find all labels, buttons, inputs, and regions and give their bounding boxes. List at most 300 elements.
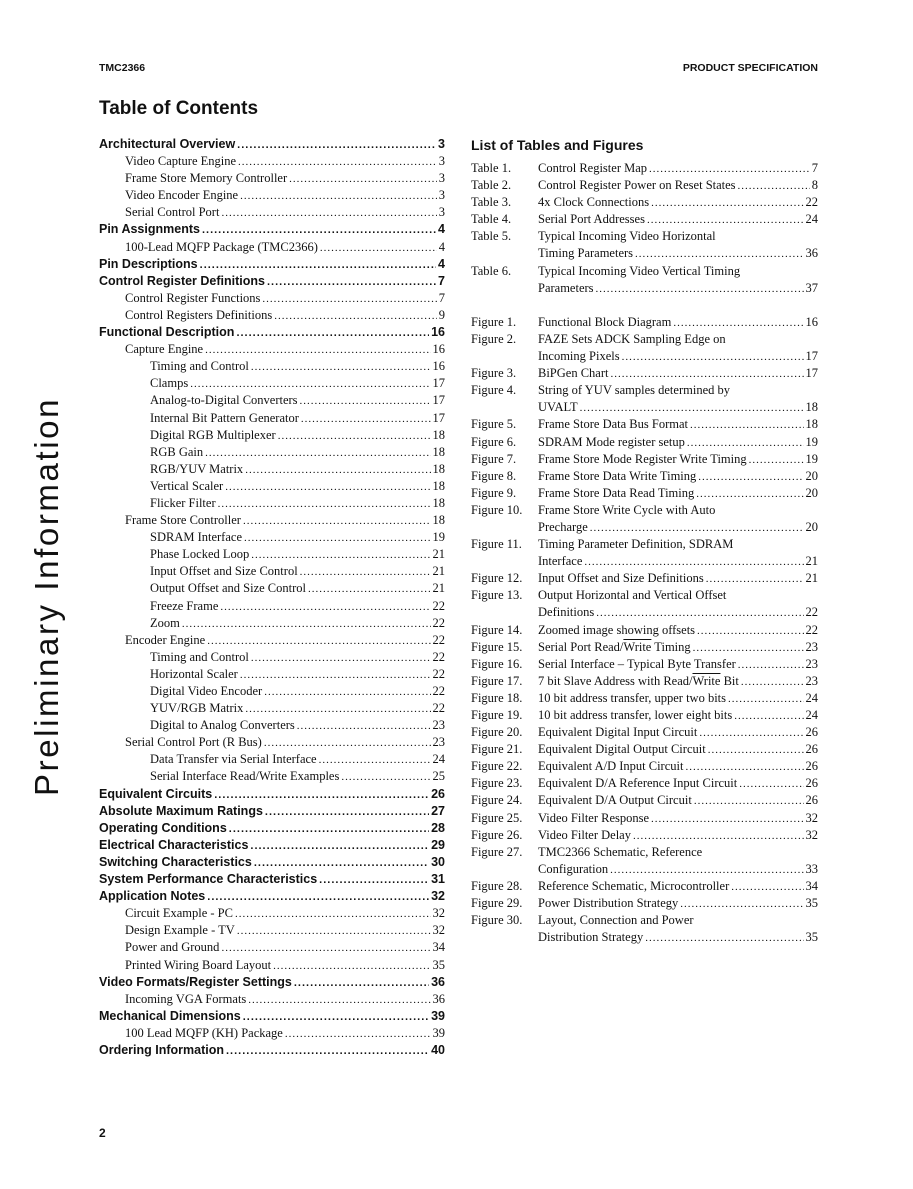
entry-last-line [538,519,818,536]
entry-caption-line: 10 bit address transfer, lower eight bits [538,708,733,722]
entry-page: 16 [805,314,818,329]
toc-entry-page: 27 [431,803,445,818]
toc-entry-page: 22 [432,598,445,613]
toc-entry-title: Encoder Engine [125,632,206,647]
entry-body [538,639,818,656]
toc-entry[interactable] [99,837,445,854]
figure-entry[interactable] [471,434,818,451]
toc-entry[interactable] [99,307,445,324]
entry-last-line [538,245,818,262]
figure-entry[interactable] [471,587,818,621]
dot-leader [699,725,803,742]
toc-entry-page: 3 [438,205,445,220]
toc-entry[interactable] [99,786,445,803]
doc-part-number: TMC2366 [99,62,146,74]
toc-entry-title: Output Offset and Size Control [150,581,306,596]
toc-entry[interactable] [99,239,445,256]
toc-entry-page: 35 [432,957,445,972]
entry-body [538,758,818,775]
table-entry[interactable] [471,211,818,228]
toc-entry-title: Digital to Analog Converters [150,718,295,733]
figure-entry[interactable] [471,775,818,792]
toc-entry[interactable] [99,580,445,597]
figure-entry[interactable] [471,707,818,724]
toc-entry-title: Pin Descriptions [99,256,198,271]
entry-body [538,536,818,570]
toc-entry[interactable] [99,1008,445,1025]
toc-entry[interactable] [99,324,445,341]
entry-body [538,468,818,485]
entry-label: Figure 21. [471,742,523,757]
entry-last-line [538,280,818,297]
toc-entry-title: Control Registers Definitions [125,307,273,322]
toc-entry-page: 32 [432,923,445,938]
toc-entry-page: 40 [431,1042,445,1057]
toc-entry[interactable] [99,341,445,358]
figure-entry[interactable] [471,827,818,844]
active-low-signal-write: Write [692,673,721,688]
entry-label: Table 6. [471,263,512,278]
entry-label: Figure 25. [471,810,523,825]
figure-entry[interactable] [471,485,818,502]
entry-body [538,451,818,468]
entry-label: Figure 3. [471,366,517,381]
entry-label: Figure 10. [471,502,523,517]
entry-caption-line: Configuration [538,861,609,876]
entry-caption-line: Timing Parameters [538,246,634,261]
entry-body [538,314,818,331]
entry-label: Figure 22. [471,759,523,774]
entry-page: 24 [805,708,818,722]
toc-entry-title: YUV/RGB Matrix [150,701,244,716]
toc-entry[interactable] [99,768,445,785]
figure-entry[interactable] [471,570,818,587]
toc-entry-page: 7 [438,290,445,305]
dot-leader [214,787,429,804]
entry-label: Figure 4. [471,383,517,398]
toc-entry[interactable] [99,683,445,700]
entry-label: Figure 2. [471,331,517,346]
entry-caption-line: Typical Incoming Video Vertical Timing [538,263,741,278]
entry-body [538,570,818,587]
dot-leader [739,776,803,793]
entry-caption-line: Equivalent D/A Reference Input Circuit [538,776,738,791]
dot-leader [319,872,429,889]
dot-leader [297,718,431,735]
entry-last-line [538,758,818,775]
entry-body [538,844,818,878]
figure-entry[interactable] [471,758,818,775]
entry-label: Figure 19. [471,708,523,722]
dot-leader [596,281,804,298]
dot-leader [301,411,431,428]
entry-page: 8 [811,178,818,193]
toc-entry-title: Electrical Characteristics [99,837,249,852]
toc-entry[interactable] [99,632,445,649]
figure-entry[interactable] [471,468,818,485]
toc-entry-page: 18 [432,478,445,493]
toc-entry-page: 23 [432,718,445,733]
figure-entry[interactable] [471,365,818,382]
toc-entry[interactable] [99,700,445,717]
toc-entry-title: Timing and Control [150,649,249,664]
entry-body [538,211,818,228]
dot-leader [697,623,803,640]
toc-entry[interactable] [99,888,445,905]
toc-entry[interactable] [99,444,445,461]
entry-label: Figure 5. [471,417,517,432]
toc-entry[interactable] [99,820,445,837]
entry-caption-line: Timing Parameter Definition, SDRAM [538,537,734,552]
figure-entry[interactable] [471,741,818,758]
entry-body [538,485,818,502]
entry-last-line [538,690,818,707]
entry-body [538,228,818,262]
toc-entry-page: 28 [431,820,445,835]
dot-leader [300,393,431,410]
entry-caption-line: Frame Store Data Read Timing [538,485,695,500]
toc-entry[interactable] [99,546,445,563]
toc-entry[interactable] [99,939,445,956]
toc-entry-page: 39 [431,1008,445,1023]
figure-entry[interactable] [471,792,818,809]
dot-leader [251,359,431,376]
toc-entry-page: 18 [432,495,445,510]
entry-page: 17 [805,366,818,381]
toc-entry[interactable] [99,615,445,632]
toc-entry-title: Absolute Maximum Ratings [99,803,263,818]
toc-entry[interactable] [99,734,445,751]
entry-page: 35 [805,896,818,911]
page-title: Table of Contents [99,98,259,119]
dot-leader [649,161,810,178]
table-entry[interactable] [471,177,818,194]
table-entry[interactable] [471,194,818,211]
toc-entry[interactable] [99,512,445,529]
toc-entry-title: Application Notes [99,889,206,904]
figure-entry[interactable] [471,673,818,690]
entry-last-line [538,399,818,416]
entry-last-line [538,639,818,656]
entry-label: Figure 14. [471,622,523,637]
dot-leader [218,496,431,513]
toc-entry[interactable] [99,871,445,888]
entry-body [538,895,818,912]
toc-entry-title: Digital RGB Multiplexer [150,427,276,442]
dot-leader [202,222,436,239]
figure-entry[interactable] [471,724,818,741]
entry-last-line [538,177,818,194]
toc-entry-title: Functional Description [99,325,235,340]
toc-entry-page: 3 [438,154,445,169]
entry-page: 22 [805,195,818,210]
toc-entry[interactable] [99,427,445,444]
entry-caption-line: Frame Store Data Write Timing [538,468,697,483]
entry-body [538,177,818,194]
toc-entry-title: Analog-to-Digital Converters [150,393,298,408]
dot-leader [248,992,430,1009]
toc-entry[interactable] [99,529,445,546]
toc-entry-title: RGB Gain [150,444,204,459]
dot-leader [694,793,804,810]
entry-last-line [538,673,818,690]
entry-page: 21 [805,571,818,586]
dot-leader [308,581,431,598]
toc-entry-title: Equivalent Circuits [99,786,213,801]
toc-entry-title: 100-Lead MQFP Package (TMC2366) [125,239,318,254]
toc-entry-title: Capture Engine [125,342,204,357]
toc-entry-page: 17 [432,410,445,425]
entry-page: 20 [805,519,818,534]
entry-body [538,382,818,416]
entry-last-line [538,194,818,211]
table-entry[interactable] [471,160,818,177]
dot-leader [278,428,431,445]
dot-leader [274,308,437,325]
entry-body [538,792,818,809]
toc-entry[interactable] [99,358,445,375]
active-low-signal-write: Write [623,639,652,654]
entry-caption-line: Control Register Power on Reset States [538,178,736,193]
toc-entry-title: Horizontal Scaler [150,666,238,681]
toc-entry-title: Control Register Functions [125,290,261,305]
dot-leader [285,1026,431,1043]
toc-entry[interactable] [99,854,445,871]
entry-caption-line: Frame Store Mode Register Write Timing [538,451,747,466]
entry-last-line [538,485,818,502]
toc-entry[interactable] [99,991,445,1008]
figure-entry[interactable] [471,878,818,895]
entry-caption-line: Reference Schematic, Microcontroller [538,878,730,893]
entry-label: Figure 11. [471,537,522,552]
toc-entry-title: Incoming VGA Formats [125,991,247,1006]
toc-entry[interactable] [99,273,445,290]
dot-leader [610,862,803,879]
entry-label: Table 5. [471,229,512,244]
dot-leader [590,520,804,537]
table-entry[interactable] [471,263,818,297]
entry-last-line [538,707,818,724]
toc-entry[interactable] [99,751,445,768]
figure-entry[interactable] [471,622,818,639]
dot-leader [190,376,430,393]
entry-page: 22 [805,622,818,637]
entry-caption-line: Serial Port Read/Write Timing [538,639,691,654]
figure-entry[interactable] [471,451,818,468]
dot-leader [237,137,436,154]
toc-entry-title: Control Register Definitions [99,273,265,288]
toc-entry[interactable] [99,256,445,273]
dot-leader [250,838,429,855]
toc-entry[interactable] [99,290,445,307]
entry-caption-line: Frame Store Write Cycle with Auto [538,502,716,517]
entry-caption-line: Video Filter Delay [538,827,631,842]
toc-entry-page: 22 [432,666,445,681]
toc-entry-page: 4 [438,222,445,237]
toc-entry-page: 16 [432,342,445,357]
entry-caption-line: Zoomed image showing offsets [538,622,696,637]
dot-leader [200,257,436,274]
toc-entry[interactable] [99,187,445,204]
entry-last-line [538,314,818,331]
entry-page: 32 [805,827,818,842]
entry-page: 37 [805,280,818,295]
figure-entry[interactable] [471,895,818,912]
toc-entry-title: Serial Interface Read/Write Examples [150,769,340,784]
entry-caption-line: SDRAM Mode register setup [538,434,685,449]
toc-entry[interactable] [99,392,445,409]
toc-entry[interactable] [99,495,445,512]
toc-entry-page: 32 [432,906,445,921]
dot-leader [243,513,431,530]
toc-entry[interactable] [99,1042,445,1059]
entry-last-line [538,468,818,485]
entry-body [538,707,818,724]
figure-entry[interactable] [471,912,818,946]
entry-label: Figure 8. [471,468,517,483]
entry-last-line [538,622,818,639]
figure-entry[interactable] [471,502,818,536]
dot-leader [734,708,803,725]
entry-caption-line: Typical Incoming Video Horizontal [538,229,716,244]
toc-entry[interactable] [99,905,445,922]
entry-page: 18 [805,417,818,432]
toc-entry-page: 22 [432,649,445,664]
doc-type-label: PRODUCT SPECIFICATION [682,62,818,74]
toc-entry-title: Zoom [150,615,180,630]
toc-entry[interactable] [99,974,445,991]
dot-leader [635,246,803,263]
entry-page: 19 [805,434,818,449]
toc-entry[interactable] [99,478,445,495]
entry-body [538,810,818,827]
entry-caption-line: Parameters [538,280,594,295]
entry-last-line [538,861,818,878]
entry-page: 24 [805,690,818,705]
entry-page: 36 [805,246,818,261]
figure-entry[interactable] [471,382,818,416]
toc-entry[interactable] [99,666,445,683]
toc-entry[interactable] [99,598,445,615]
figure-entry[interactable] [471,416,818,433]
toc-entry-page: 22 [432,632,445,647]
figure-entry[interactable] [471,810,818,827]
toc-entry-page: 34 [432,940,445,955]
entry-caption-line: FAZE Sets ADCK Sampling Edge on [538,331,726,346]
dot-leader [651,195,803,212]
toc-entry-page: 17 [432,393,445,408]
toc-entry[interactable] [99,957,445,974]
entry-label: Table 2. [471,178,512,193]
toc-entry[interactable] [99,563,445,580]
toc-entry-page: 18 [432,461,445,476]
entry-caption-line: TMC2366 Schematic, Reference [538,844,703,859]
dot-leader [693,640,804,657]
toc-entry[interactable] [99,221,445,238]
entry-body [538,622,818,639]
entry-page: 26 [805,742,818,757]
entry-label: Figure 12. [471,571,523,586]
toc-entry[interactable] [99,375,445,392]
entry-label: Figure 24. [471,793,523,808]
dot-leader [251,650,431,667]
dot-leader [645,930,803,947]
dot-leader [633,828,804,845]
dot-leader [698,469,803,486]
entry-body [538,878,818,895]
toc-entry[interactable] [99,717,445,734]
dot-leader [225,479,430,496]
dot-leader [687,435,804,452]
dot-leader [741,674,804,691]
table-entry[interactable] [471,228,818,262]
entry-caption-line: Equivalent Digital Output Circuit [538,742,706,757]
entry-last-line [538,895,818,912]
toc-entry-title: Operating Conditions [99,820,227,835]
entry-page: 32 [805,810,818,825]
toc-entry-title: SDRAM Interface [150,530,242,545]
toc-entry[interactable] [99,153,445,170]
figure-entry[interactable] [471,536,818,570]
toc-entry-page: 3 [438,171,445,186]
toc-entry-page: 18 [432,444,445,459]
entry-last-line [538,810,818,827]
figure-entry[interactable] [471,844,818,878]
toc-entry[interactable] [99,922,445,939]
entry-page: 26 [805,725,818,740]
entry-last-line [538,553,818,570]
toc-entry[interactable] [99,410,445,427]
entry-body [538,741,818,758]
toc-entry[interactable] [99,1025,445,1042]
entry-caption-line: 4x Clock Connections [538,195,650,210]
entry-last-line [538,416,818,433]
entry-caption-line: Equivalent D/A Output Circuit [538,793,692,808]
toc-entry[interactable] [99,170,445,187]
toc-entry[interactable] [99,136,445,153]
figure-entry[interactable] [471,690,818,707]
toc-entry-page: 16 [431,325,445,340]
entry-last-line [538,451,818,468]
dot-leader [289,171,437,188]
toc-entry-page: 4 [438,256,445,271]
toc-entry[interactable] [99,649,445,666]
dot-leader [264,684,430,701]
dot-leader [690,417,804,434]
toc-entry-title: Flicker Filter [150,495,216,510]
toc-entry-page: 7 [438,273,445,288]
entry-caption-line: Interface [538,554,583,569]
entry-body [538,673,818,690]
dot-leader [240,188,437,205]
dot-leader [236,325,429,342]
toc-entry[interactable] [99,461,445,478]
figure-entry[interactable] [471,639,818,656]
toc-entry[interactable] [99,204,445,221]
dot-leader [245,462,430,479]
figure-entry[interactable] [471,331,818,365]
figure-entry[interactable] [471,314,818,331]
entry-last-line [538,929,818,946]
entry-label: Figure 23. [471,776,523,791]
entry-label: Figure 28. [471,878,523,893]
entry-label: Figure 9. [471,485,517,500]
entry-last-line [538,570,818,587]
figure-entry[interactable] [471,656,818,673]
toc-entry[interactable] [99,803,445,820]
toc-entry-title: RGB/YUV Matrix [150,461,244,476]
entry-label: Figure 26. [471,827,523,842]
